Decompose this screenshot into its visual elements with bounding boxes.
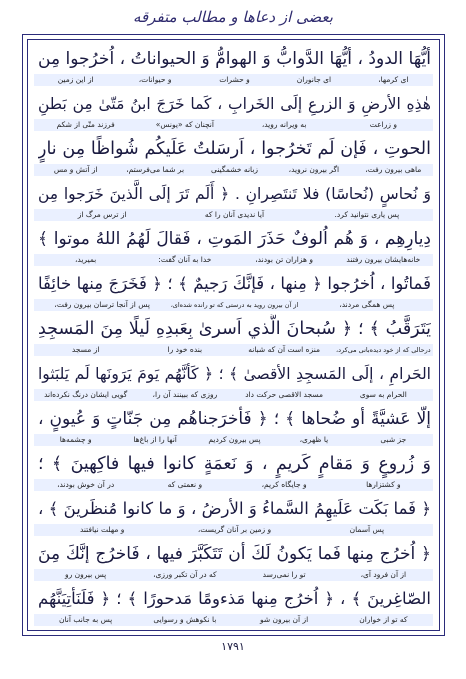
- page-frame: [22, 34, 445, 636]
- translation-band: [34, 344, 433, 356]
- arabic-text: ﴿ اُخرُج مِنها فَما يَكونُ لَكَ أن تَتَكَبَّرَ فيها ، فَاخرُج إنَّكَ مِنَ: [38, 544, 431, 564]
- translation-segment: و هزاران تن بودند،: [255, 255, 313, 264]
- arabic-text: ﴿ فَما بَكَت عَلَيهِمُ السَّماءُ وَ الأرضُ ، وَ ما كانوا مُنظَرينَ ﴾ ،: [38, 499, 431, 518]
- translation-segment: از مسجد: [71, 345, 100, 354]
- translation-segment: اگر بیرون نروید،: [288, 165, 340, 174]
- translation-segment: الحرام به سوی: [359, 390, 407, 399]
- translation-segment: جز شبی: [380, 435, 407, 444]
- arabic-text: وَ نُحاسٍ (نُحاسًا) فلا تَنتَصِرانِ . ﴿ أَلَم تَرَ إلَى الَّذينَ خَرَجوا مِن: [38, 185, 431, 203]
- translation-band: [34, 209, 433, 221]
- arabic-text: وَ زُروعٍ وَ مَقامٍ كَريمٍ ، وَ نَعمَةٍ كانوا فيها فاكِهينَ ﴾ ؛: [38, 454, 431, 474]
- translation-segment: بر شما می‌فرستم،: [126, 165, 185, 174]
- translation-segment: ماهی بیرون رفت،: [365, 165, 422, 174]
- translation-band: [34, 479, 433, 491]
- translation-segment: پس همگی مردند،: [339, 300, 395, 309]
- translation-segment: از آن بیرون روید به درستی که تو رانده شده‌ای،: [170, 301, 299, 309]
- arabic-text: دِيارِهِم ، وَ هُم اُلوفٌ حَذَرَ المَوتِ ، فَقالَ لَهُمُ اللهُ موتوا ﴾: [38, 229, 431, 249]
- arabic-text: هٰذِهِ الأرضِ وَ الزرعِ إلَى الخَرابِ ، كَما خَرَجَ ابنُ مَتّىٰ مِن بَطنِ: [38, 95, 431, 113]
- translation-band: [34, 254, 433, 266]
- arabic-text: فَماتُوا ، اُخرُجوا ﴿ مِنها ، فَإنَّكَ رَجيمٌ ﴾ ؛ ﴿ فَخَرَجَ مِنها خائِفًا: [38, 274, 431, 293]
- translation-segment: به ویرانه روید،: [261, 120, 307, 129]
- verse-line: [28, 267, 439, 312]
- translation-segment: از این زمین: [57, 75, 94, 84]
- translation-segment: درحالی که از خود دیده‌بانی می‌کرد،: [336, 346, 431, 354]
- translation-segment: آنچنان که «یونس»: [155, 120, 214, 129]
- translation-segment: خدا به آنان گفت:: [158, 255, 212, 264]
- verse-line: [28, 177, 439, 222]
- arabic-text: يَتَرَقَّبُ ﴾ ؛ ﴿ سُبحانَ الَّذي اَسرىٰ بِعَبدِهِ لَيلًا مِنَ المَسجِدِ: [38, 319, 431, 339]
- arabic-text: الصّاغِرينَ ﴾ ، ﴿ اُخرُج مِنها مَذءومًا مَدحورًا ﴾ ؛ ﴿ فَلَنَأتِيَنَّهُم: [38, 589, 431, 608]
- arabic-text: الحوتِ ، فَإن لَم تَخرُجوا ، اَرسَلتُ عَلَيكُم شُواظًا مِن نارٍ: [38, 139, 431, 159]
- verse-line: [28, 42, 439, 87]
- translation-segment: و کشتزارها: [366, 480, 401, 489]
- translation-segment: بمیرید،: [74, 255, 97, 264]
- translation-segment: پس به جانب آنان: [59, 615, 113, 624]
- verse-line: [28, 312, 439, 357]
- translation-segment: منزه است آن که شبانه: [248, 345, 320, 354]
- translation-band: [34, 299, 433, 311]
- translation-band: [34, 119, 433, 131]
- translation-band: [34, 164, 433, 176]
- translation-band: [34, 389, 433, 401]
- translation-segment: از آتش و مس: [53, 165, 98, 174]
- translation-segment: زبانه خشمگینی: [210, 165, 259, 174]
- verse-line: [28, 492, 439, 537]
- translation-band: [34, 569, 433, 581]
- text-panel: [27, 39, 440, 631]
- translation-segment: با نکوهش و رسوایی: [153, 615, 217, 624]
- translation-segment: که تو از خواران: [359, 615, 408, 624]
- translation-segment: بنده خود را: [167, 345, 203, 354]
- translation-segment: که در آن تکبر ورزی،: [153, 570, 217, 579]
- verse-line: [28, 582, 439, 627]
- translation-segment: فرزند متّی از شکم: [56, 120, 115, 129]
- translation-segment: پس آسمان: [349, 525, 385, 534]
- translation-segment: از آن بیرون شو: [260, 615, 309, 624]
- translation-segment: و نعمتی که: [167, 480, 203, 489]
- translation-segment: و حشرات: [219, 75, 250, 84]
- verse-line: [28, 87, 439, 132]
- translation-band: [34, 614, 433, 626]
- arabic-text: أيُّهَا الدودُ ، أيُّهَا الدَّوابُّ وَ الهوامُّ وَ الحيواناتُ ، اُخرُجوا مِن: [38, 49, 431, 69]
- translation-segment: مسجد الاقصی حرکت داد: [245, 390, 324, 399]
- translation-segment: پس بیرون رو: [64, 570, 107, 579]
- verse-line: [28, 222, 439, 267]
- translation-segment: روزی که ببینند آن را،: [152, 390, 218, 399]
- translation-band: [34, 434, 433, 446]
- translation-segment: و زراعت: [369, 120, 397, 129]
- translation-segment: و چشمه‌ها: [59, 435, 92, 444]
- page-number: ۱۷۹۱: [221, 640, 245, 653]
- translation-segment: آنها را از باغ‌ها: [133, 435, 177, 444]
- verse-line: [28, 132, 439, 177]
- arabic-text: الحَرامِ ، إلَى المَسجِدِ الأقصىٰ ﴾ ؛ ﴿ كَأنَّهُم يَومَ يَرَونَها لَم يَلبَثوا: [38, 365, 431, 383]
- translation-segment: و جایگاه کریم،: [261, 480, 307, 489]
- translation-segment: پس یاری نتوانید کرد.: [334, 210, 400, 219]
- verse-line: [28, 447, 439, 492]
- translation-segment: خانه‌هایشان بیرون رفتند: [346, 255, 421, 264]
- verse-line: [28, 357, 439, 402]
- translation-segment: یا ظهری،: [299, 435, 329, 444]
- translation-segment: ای جانوران: [296, 75, 332, 84]
- translation-band: [34, 524, 433, 536]
- translation-segment: در آن خوش بودند،: [57, 480, 115, 489]
- verse-line: [28, 402, 439, 447]
- translation-segment: پس از آنجا ترسان بیرون رفت،: [54, 300, 150, 309]
- translation-segment: و زمین بر آنان گریست،: [197, 525, 272, 534]
- translation-segment: ای کرمها،: [378, 75, 409, 84]
- page-title: بعضی از دعاها و مطالب متفرقه: [133, 8, 333, 26]
- translation-segment: و حیوانات،: [138, 75, 172, 84]
- arabic-text: إلّا عَشيَّةً أو ضُحاها ﴾ ؛ ﴿ فَأخرَجناهُم مِن جَنّاتٍ وَ عُيونٍ ،: [38, 409, 431, 429]
- translation-segment: از ترس مرگ از: [77, 210, 127, 219]
- translation-band: [34, 74, 433, 86]
- translation-segment: تو را نمی‌رسد: [262, 570, 306, 579]
- translation-segment: از آن فرود آی،: [360, 570, 407, 579]
- verse-line: [28, 537, 439, 582]
- translation-segment: آیا ندیدی آنان را که: [204, 210, 265, 219]
- translation-segment: و مهلت نیافتند: [79, 525, 125, 534]
- translation-segment: گویی ایشان درنگ نکرده‌اند: [44, 390, 128, 399]
- translation-segment: پس بیرون کردیم: [208, 435, 261, 444]
